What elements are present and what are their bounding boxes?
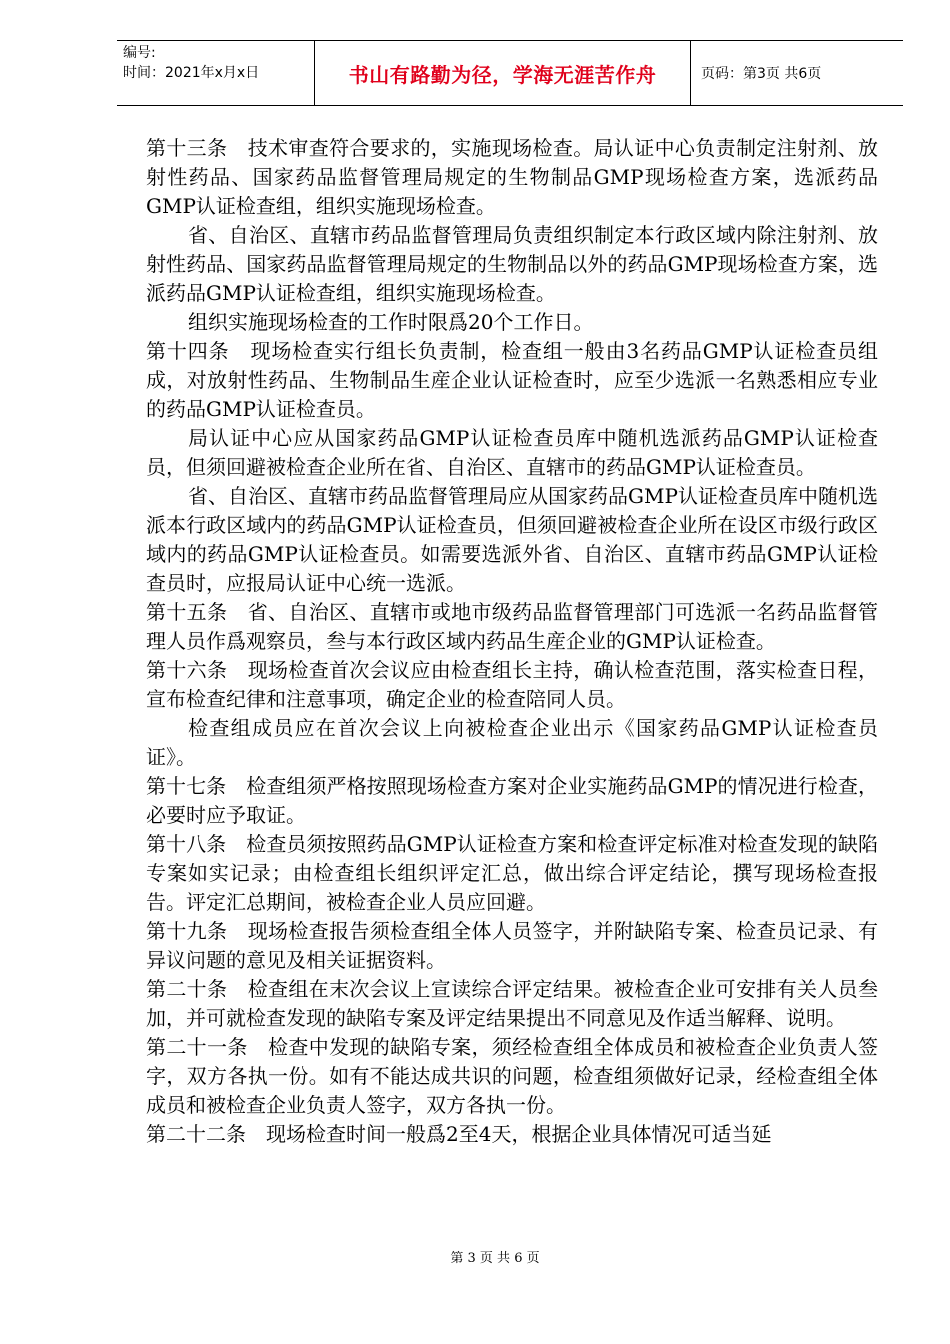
page-header	[117, 40, 903, 106]
paragraph: 检查组成员应在首次会议上向被检查企业出示《国家药品GMP认证检查员证》。	[146, 716, 878, 769]
paragraph: 第十七条 检查组须严格按照现场检查方案对企业实施药品GMP的情况进行检查，必要时应予取证。	[146, 774, 878, 827]
page-footer: 第 3 页 共 6 页	[450, 1251, 540, 1266]
paragraph: 第十五条 省、自治区、直辖市或地市级药品监督管理部门可选派一名药品监督管理人员作爲观察员，叁与本行政区域内药品生産企业的GMP认证检查。	[146, 600, 878, 653]
paragraph: 局认证中心应从国家药品GMP认证检查员库中随机选派药品GMP认证检查员，但须回避被检查企业所在省、自治区、直辖市的药品GMP认证检查员。	[146, 426, 878, 479]
header-motto: 书山有路勤为径，学海无涯苦作舟	[315, 41, 691, 105]
paragraph: 第二十一条 检查中发现的缺陷专案，须经检查组全体成员和被检查企业负责人签字，双方各执一份。如有不能达成共识的问题，检查组须做好记录，经检查组全体成员和被检查企业负责人签字，双方各执一份。	[146, 1035, 878, 1117]
paragraph: 组织实施现场检查的工作时限爲20个工作日。	[188, 310, 594, 334]
header-page-number: 页码：第3页 共6页	[701, 66, 822, 82]
paragraph: 第二十二条 现场检查时间一般爲2至4天，根据企业具体情况可适当延	[146, 1122, 772, 1146]
paragraph: 省、自治区、直辖市药品监督管理局负责组织制定本行政区域内除注射剂、放射性药品、国家药品监督管理局规定的生物制品以外的药品GMP现场检查方案，选派药品GMP认证检查组，组织实施现场检查。	[146, 223, 878, 305]
header-meta	[117, 41, 315, 105]
document-time-label: 时间：2021年x月x日	[123, 65, 260, 81]
document-body	[146, 134, 878, 1149]
paragraph: 省、自治区、直辖市药品监督管理局应从国家药品GMP认证检查员库中随机选派本行政区域内的药品GMP认证检查员，但须回避被检查企业所在设区市级行政区域内的药品GMP认证检查员。如需要选派外省、自治区、直辖市药品GMP认证检查员时，应报局认证中心统一选派。	[146, 484, 878, 595]
paragraph: 第十六条 现场检查首次会议应由检查组长主持，确认检查范围，落实检查日程，宣布检查纪律和注意事项，确定企业的检查陪同人员。	[146, 658, 878, 711]
document-number-label: 编号:	[123, 45, 156, 61]
paragraph: 第十三条 技术审查符合要求的，实施现场检查。局认证中心负责制定注射剂、放射性药品、国家药品监督管理局规定的生物制品GMP现场检查方案，选派药品GMP认证检查组，组织实施现场检查。	[146, 136, 878, 218]
paragraph: 第十四条 现场检查实行组长负责制，检查组一般由3名药品GMP认证检查员组成，对放射性药品、生物制品生産企业认证检查时，应至少选派一名熟悉相应专业的药品GMP认证检查员。	[146, 339, 878, 421]
paragraph: 第二十条 检查组在末次会议上宣读综合评定结果。被检查企业可安排有关人员叁加，并可就检查发现的缺陷专案及评定结果提出不同意见及作适当解释、说明。	[146, 977, 878, 1030]
paragraph: 第十八条 检查员须按照药品GMP认证检查方案和检查评定标准对检查发现的缺陷专案如实记录；由检查组长组织评定汇总，做出综合评定结论，撰写现场检查报告。评定汇总期间，被检查企业人员应回避。	[146, 832, 878, 914]
paragraph: 第十九条 现场检查报告须检查组全体人员签字，并附缺陷专案、检查员记录、有异议问题的意见及相关证据资料。	[146, 919, 878, 972]
